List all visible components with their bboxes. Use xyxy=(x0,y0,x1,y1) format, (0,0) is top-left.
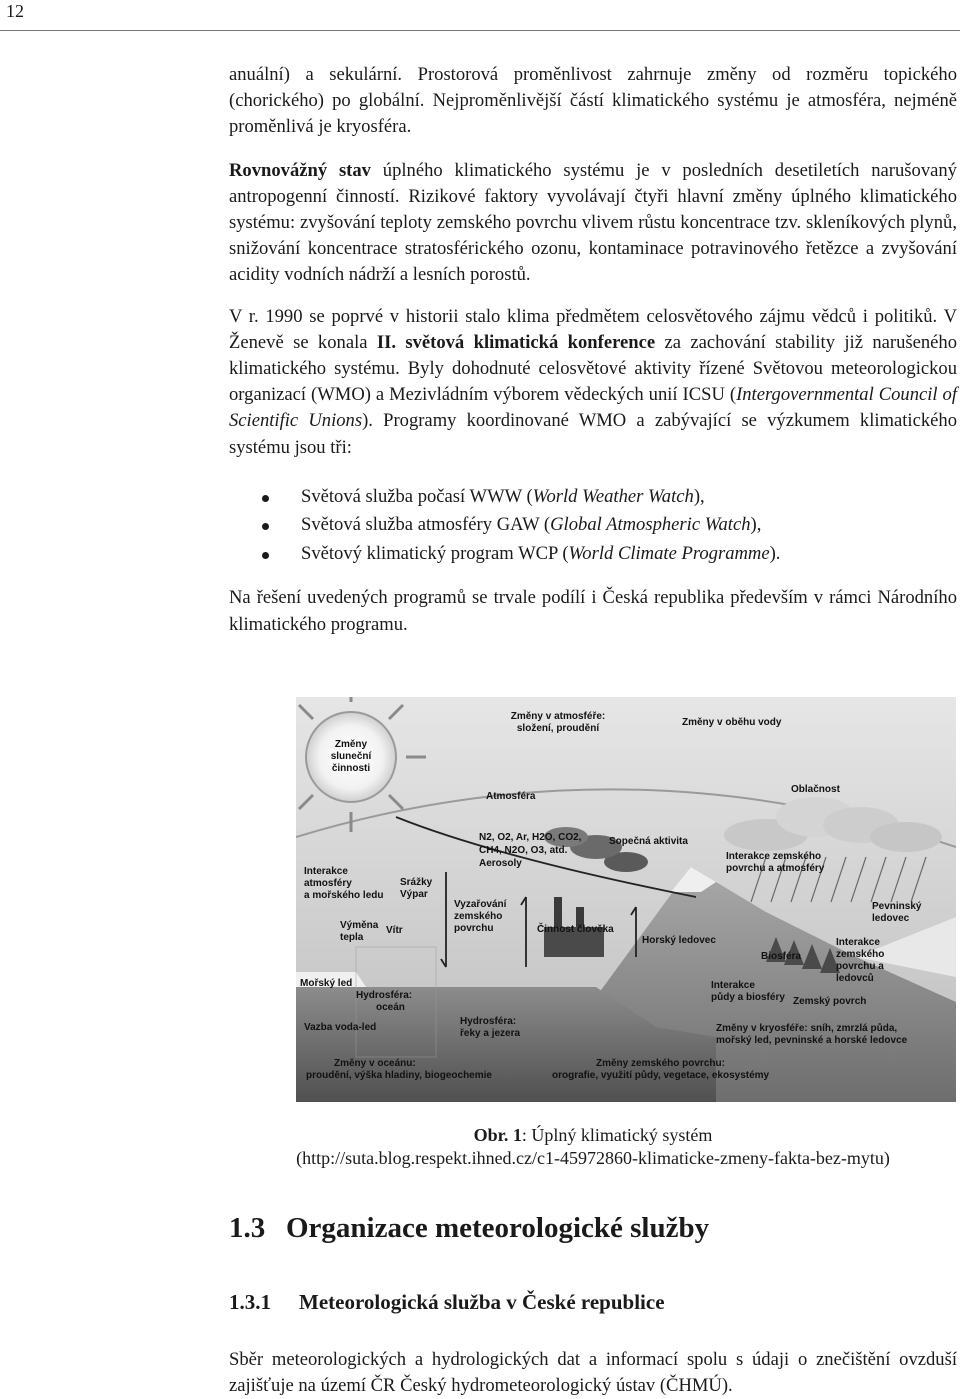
label-hydro-ocean: Hydrosféra: xyxy=(356,990,413,1001)
label-water-cycle: Změny v oběhu vody xyxy=(682,717,782,728)
bullet-icon xyxy=(262,552,269,559)
paragraph-3 xyxy=(229,304,957,461)
climate-system-figure xyxy=(296,697,956,1102)
label-sun: sluneční xyxy=(330,751,372,762)
list-item xyxy=(229,483,957,512)
label-ice-land: zemského xyxy=(836,949,885,960)
label-hydro-ocean: oceán xyxy=(376,1002,405,1013)
label-sea-ice: Mořský led xyxy=(300,978,353,989)
label-radiation: zemského xyxy=(454,911,503,922)
label-volcano: Sopečná aktivita xyxy=(609,836,688,847)
paragraph-5: Sběr meteorologických a hydrologických dat a informací spolu s údaji o znečištění ovzduší zajišťuje na území ČR Český hydrometeorologický ústav (ČHMÚ). xyxy=(229,1348,957,1396)
list-item-text: Světová služba atmosféry GAW ( xyxy=(301,514,551,536)
list-item-italic: Global Atmospheric Watch xyxy=(550,514,751,536)
paragraph-3-text-c: ). Programy koordinované WMO a zabývající se výzkumem klimatického systému jsou tři: xyxy=(229,410,957,458)
list-item xyxy=(229,540,957,569)
label-heat: Výměna xyxy=(340,920,379,931)
list-item-text: Světový klimatický program WCP ( xyxy=(301,542,569,564)
climate-system-diagram xyxy=(296,697,956,1102)
subsection-title: Meteorologická služba v České republice xyxy=(299,1290,665,1314)
label-heat: tepla xyxy=(340,932,364,943)
paragraph-3-text-a: V r. 1990 se poprvé v historii stalo klima předmětem celosvětového zájmu vědců i politiků. V Ženevě se konala xyxy=(229,305,957,353)
label-cloud: Oblačnost xyxy=(791,784,840,795)
label-ice-land: povrchu a xyxy=(836,961,884,972)
label-wind: Vítr xyxy=(386,925,403,936)
bullet-icon xyxy=(262,523,269,530)
caption-label: Obr. 1 xyxy=(473,1125,522,1145)
paragraph-1: anuální) a sekulární. Prostorová proměnlivost zahrnuje změny od rozměru topického (chorického) po globální. Nejproměnlivější částí klimatického systému je atmosféra, nejméně proměnlivá je kryosféra. xyxy=(229,64,957,138)
section-number: 1.3 xyxy=(229,1212,266,1244)
section-title: Organizace meteorologické služby xyxy=(286,1212,710,1244)
label-atm-change: Změny v atmosféře: xyxy=(510,711,606,722)
label-atm-ice: a mořského ledu xyxy=(304,890,384,901)
label-ocean-change: Změny v oceánu: xyxy=(334,1058,416,1069)
caption-text: : Úplný klimatický systém xyxy=(521,1125,713,1145)
label-ice-land: ledovců xyxy=(836,973,874,984)
label-atmosphere: Atmosféra xyxy=(486,791,536,802)
subsection-number: 1.3.1 xyxy=(229,1290,271,1314)
label-cryo-change: mořský led, pevninské a horské ledovce xyxy=(716,1035,908,1046)
label-hydro-rivers: řeky a jezera xyxy=(460,1028,521,1039)
label-sun: Změny xyxy=(334,739,368,750)
list-item-close: ), xyxy=(693,485,705,507)
list-item-text: Světová služba počasí WWW ( xyxy=(301,485,533,507)
figure-caption xyxy=(229,1124,957,1170)
label-hydro-rivers: Hydrosféra: xyxy=(460,1016,517,1027)
label-wind-ice: Vazba voda-led xyxy=(304,1022,377,1033)
paragraph-3-text-b: za zachování stability již narušeného klimatického systému. Byly dohodnuté celosvětové aktivity řízené Světovou meteorologickou organizací (WMO) a Mezivládním výborem vědeckých unií ICSU ( xyxy=(229,331,957,406)
paragraph-2-bold: Rovnovážný stav xyxy=(229,159,371,181)
label-atm-ice: Interakce xyxy=(304,866,348,877)
paragraph-3-italic: Intergovernmental Council of Scientific Unions xyxy=(229,384,957,432)
label-atm-change: složení, proudění xyxy=(516,723,600,734)
caption-source: (http://suta.blog.respekt.ihned.cz/c1-45972860-klimaticke-zmeny-fakta-bez-mytu) xyxy=(296,1148,890,1168)
label-land-atm: Interakce zemského xyxy=(726,851,822,862)
label-biosphere: Biosféra xyxy=(761,951,802,962)
label-ice-sheet: Pevninský xyxy=(872,901,922,912)
label-aerosol: Aerosoly xyxy=(479,858,522,869)
label-precip: Výpar xyxy=(400,889,428,900)
label-glacier-mtn: Horský ledovec xyxy=(642,935,716,946)
paragraph-3-bold: II. světová klimatická konference xyxy=(376,331,656,353)
label-land-change: Změny zemského povrchu: xyxy=(596,1058,725,1069)
label-radiation: Vyzařování xyxy=(454,899,507,910)
label-soil-bio: půdy a biosféry xyxy=(711,992,785,1003)
list-item xyxy=(229,511,957,540)
label-radiation: povrchu xyxy=(454,923,494,934)
label-precip: Srážky xyxy=(400,877,433,888)
label-land-surface: Zemský povrch xyxy=(793,996,867,1007)
list-item-close: ). xyxy=(769,542,781,564)
paragraph-2 xyxy=(229,158,957,289)
page-header xyxy=(0,0,960,31)
list-item-italic: World Weather Watch xyxy=(532,485,694,507)
page-number: 12 xyxy=(6,1,24,21)
paragraph-4: Na řešení uvedených programů se trvale podílí i Česká republika především v rámci Národního klimatického programu. xyxy=(229,587,957,635)
body-text xyxy=(229,62,957,638)
paragraph-2-text: úplného klimatického systému je v posledních desetiletích narušovaný antropogenní činností. Rizikové faktory vyvolávají čtyři hlavní změny úplného klimatického systému: zvyšování teploty zemského povrchu vlivem růstu koncentrace tzv. skleníkových plynů, snižování koncentrace stratosférického ozonu, kontaminace potravinového řetězce a zvyšování acidity vodních nádrží a lesních porostů. xyxy=(229,159,957,286)
label-cryo-change: Změny v kryosféře: sníh, zmrzlá půda, xyxy=(716,1023,898,1034)
label-gases: N2, O2, Ar, H2O, CO2, xyxy=(479,832,582,843)
label-land-change: orografie, využití půdy, vegetace, ekosystémy xyxy=(552,1070,770,1081)
bullet-icon xyxy=(262,495,269,502)
subsection-heading xyxy=(229,1290,665,1315)
label-land-atm: povrchu a atmosféry xyxy=(726,863,825,874)
label-atm-ice: atmosféry xyxy=(304,878,352,889)
program-list xyxy=(229,483,957,569)
label-soil-bio: Interakce xyxy=(711,980,755,991)
label-sun: činnosti xyxy=(331,763,371,774)
label-human: Činnost člověka xyxy=(537,924,614,935)
label-ocean-change: proudění, výška hladiny, biogeochemie xyxy=(306,1070,492,1081)
list-item-italic: World Climate Programme xyxy=(568,542,770,564)
label-ice-sheet: ledovec xyxy=(872,913,910,924)
label-ice-land: Interakce xyxy=(836,937,880,948)
list-item-close: ), xyxy=(750,514,762,536)
label-gases: CH4, N2O, O3, atd. xyxy=(479,845,568,856)
section-heading xyxy=(229,1212,709,1245)
